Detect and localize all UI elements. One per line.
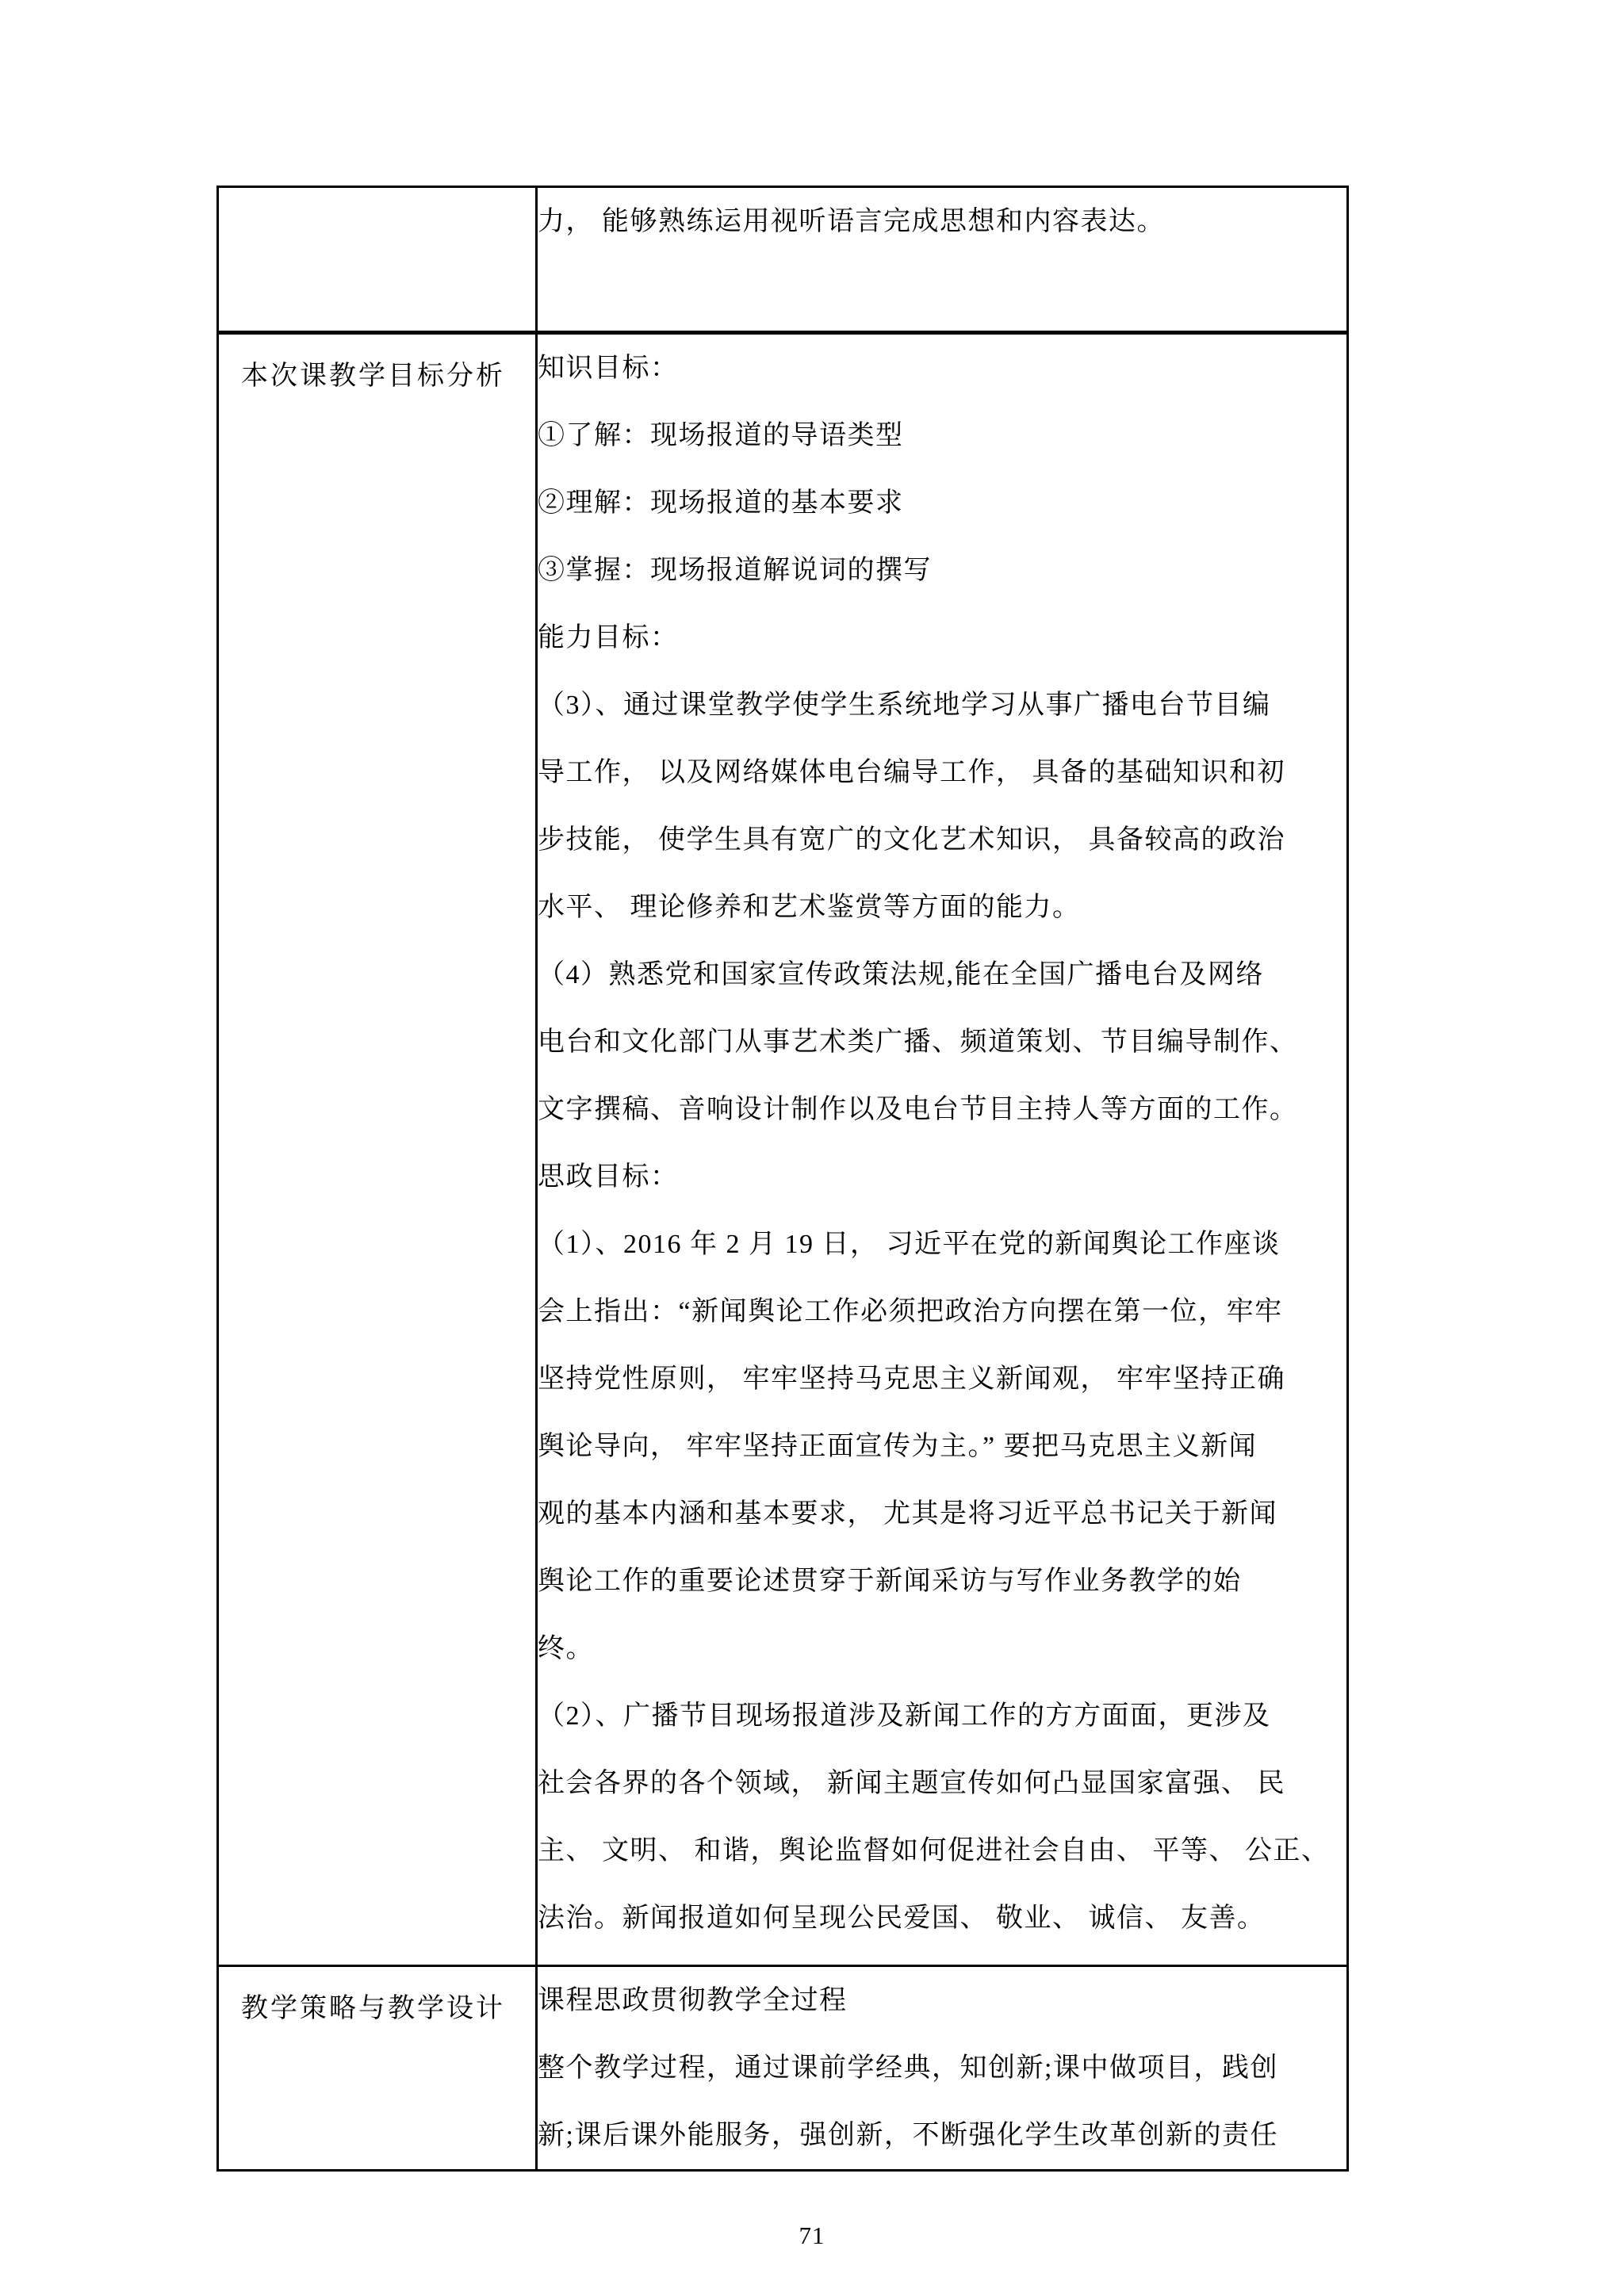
teaching-plan-table: [216, 186, 1349, 2172]
row3-header-cell: [218, 1966, 537, 2171]
text-line: 新;课后课外能服务，强创新，不断强化学生改革创新的责任: [538, 2121, 1278, 2150]
text-line: 坚持党性原则， 牢牢坚持马克思主义新闻观， 牢牢坚持正确: [538, 1364, 1285, 1394]
row1-header-cell: [218, 187, 537, 333]
text-line: 观的基本内涵和基本要求， 尤其是将习近平总书记关于新闻: [538, 1499, 1277, 1529]
table-row-continuation: [218, 187, 1348, 333]
row2-body-cell: [537, 333, 1348, 1966]
row2-header-cell: [218, 333, 537, 1966]
text-line: （4）熟悉党和国家宣传政策法规,能在全国广播电台及网络: [538, 960, 1264, 989]
row1-header-text: [219, 188, 535, 196]
text-line: （2）、广播节目现场报道涉及新闻工作的方方面面，更涉及: [538, 1701, 1271, 1731]
text-line: 电台和文化部门从事艺术类广播、频道策划、节目编导制作、: [538, 1027, 1298, 1057]
text-line: 终。: [538, 1634, 594, 1663]
text-line: （3）、通过课堂教学使学生系统地学习从事广播电台节目编: [538, 691, 1271, 720]
text-line: 能力目标：: [538, 623, 679, 652]
text-line: （1）、2016 年 2 月 19 日， 习近平在党的新闻舆论工作座谈: [538, 1230, 1281, 1259]
text-line: 导工作， 以及网络媒体电台编导工作， 具备的基础知识和初: [538, 758, 1285, 787]
row3-body-cell: [537, 1966, 1348, 2171]
table-row-teaching-goals: [218, 333, 1348, 1966]
text-line: 整个教学过程，通过课前学经典，知创新;课中做项目，践创: [538, 2053, 1278, 2083]
text-line: ②理解：现场报道的基本要求: [538, 488, 904, 518]
text-line: 文字撰稿、音响设计制作以及电台节目主持人等方面的工作。: [538, 1095, 1298, 1124]
row3-header-text: 教学策略与教学设计: [241, 1994, 505, 2023]
text-line: 力， 能够熟练运用视听语言完成思想和内容表达。: [538, 207, 1165, 236]
text-line: 舆论导向， 牢牢坚持正面宣传为主。” 要把马克思主义新闻: [538, 1432, 1258, 1461]
text-line: 思政目标：: [538, 1162, 679, 1192]
text-line: 水平、 理论修养和艺术鉴赏等方面的能力。: [538, 893, 1081, 922]
text-line: ③掌握：现场报道解说词的撰写: [538, 556, 932, 585]
text-line: 舆论工作的重要论述贯穿于新闻采访与写作业务教学的始: [538, 1567, 1242, 1596]
table-row-teaching-strategy: [218, 1966, 1348, 2171]
text-line: 社会各界的各个领域， 新闻主题宣传如何凸显国家富强、 民: [538, 1769, 1285, 1798]
text-line: 课程思政贯彻教学全过程: [538, 1986, 848, 2015]
page-number: 71: [799, 2221, 825, 2249]
text-line: 步技能， 使学生具有宽广的文化艺术知识， 具备较高的政治: [538, 825, 1285, 855]
text-line: ①了解：现场报道的导语类型: [538, 421, 904, 450]
row1-body-cell: [537, 187, 1348, 333]
text-line: 法治。新闻报道如何呈现公民爱国、 敬业、 诚信、 友善。: [538, 1904, 1266, 1933]
text-line: 主、 文明、 和谐，舆论监督如何促进社会自由、 平等、 公正、: [538, 1836, 1330, 1866]
text-line: 会上指出：“新闻舆论工作必须把政治方向摆在第一位，牢牢: [538, 1297, 1283, 1326]
text-line: 知识目标：: [538, 354, 679, 383]
row2-header-text: 本次课教学目标分析: [241, 362, 505, 391]
